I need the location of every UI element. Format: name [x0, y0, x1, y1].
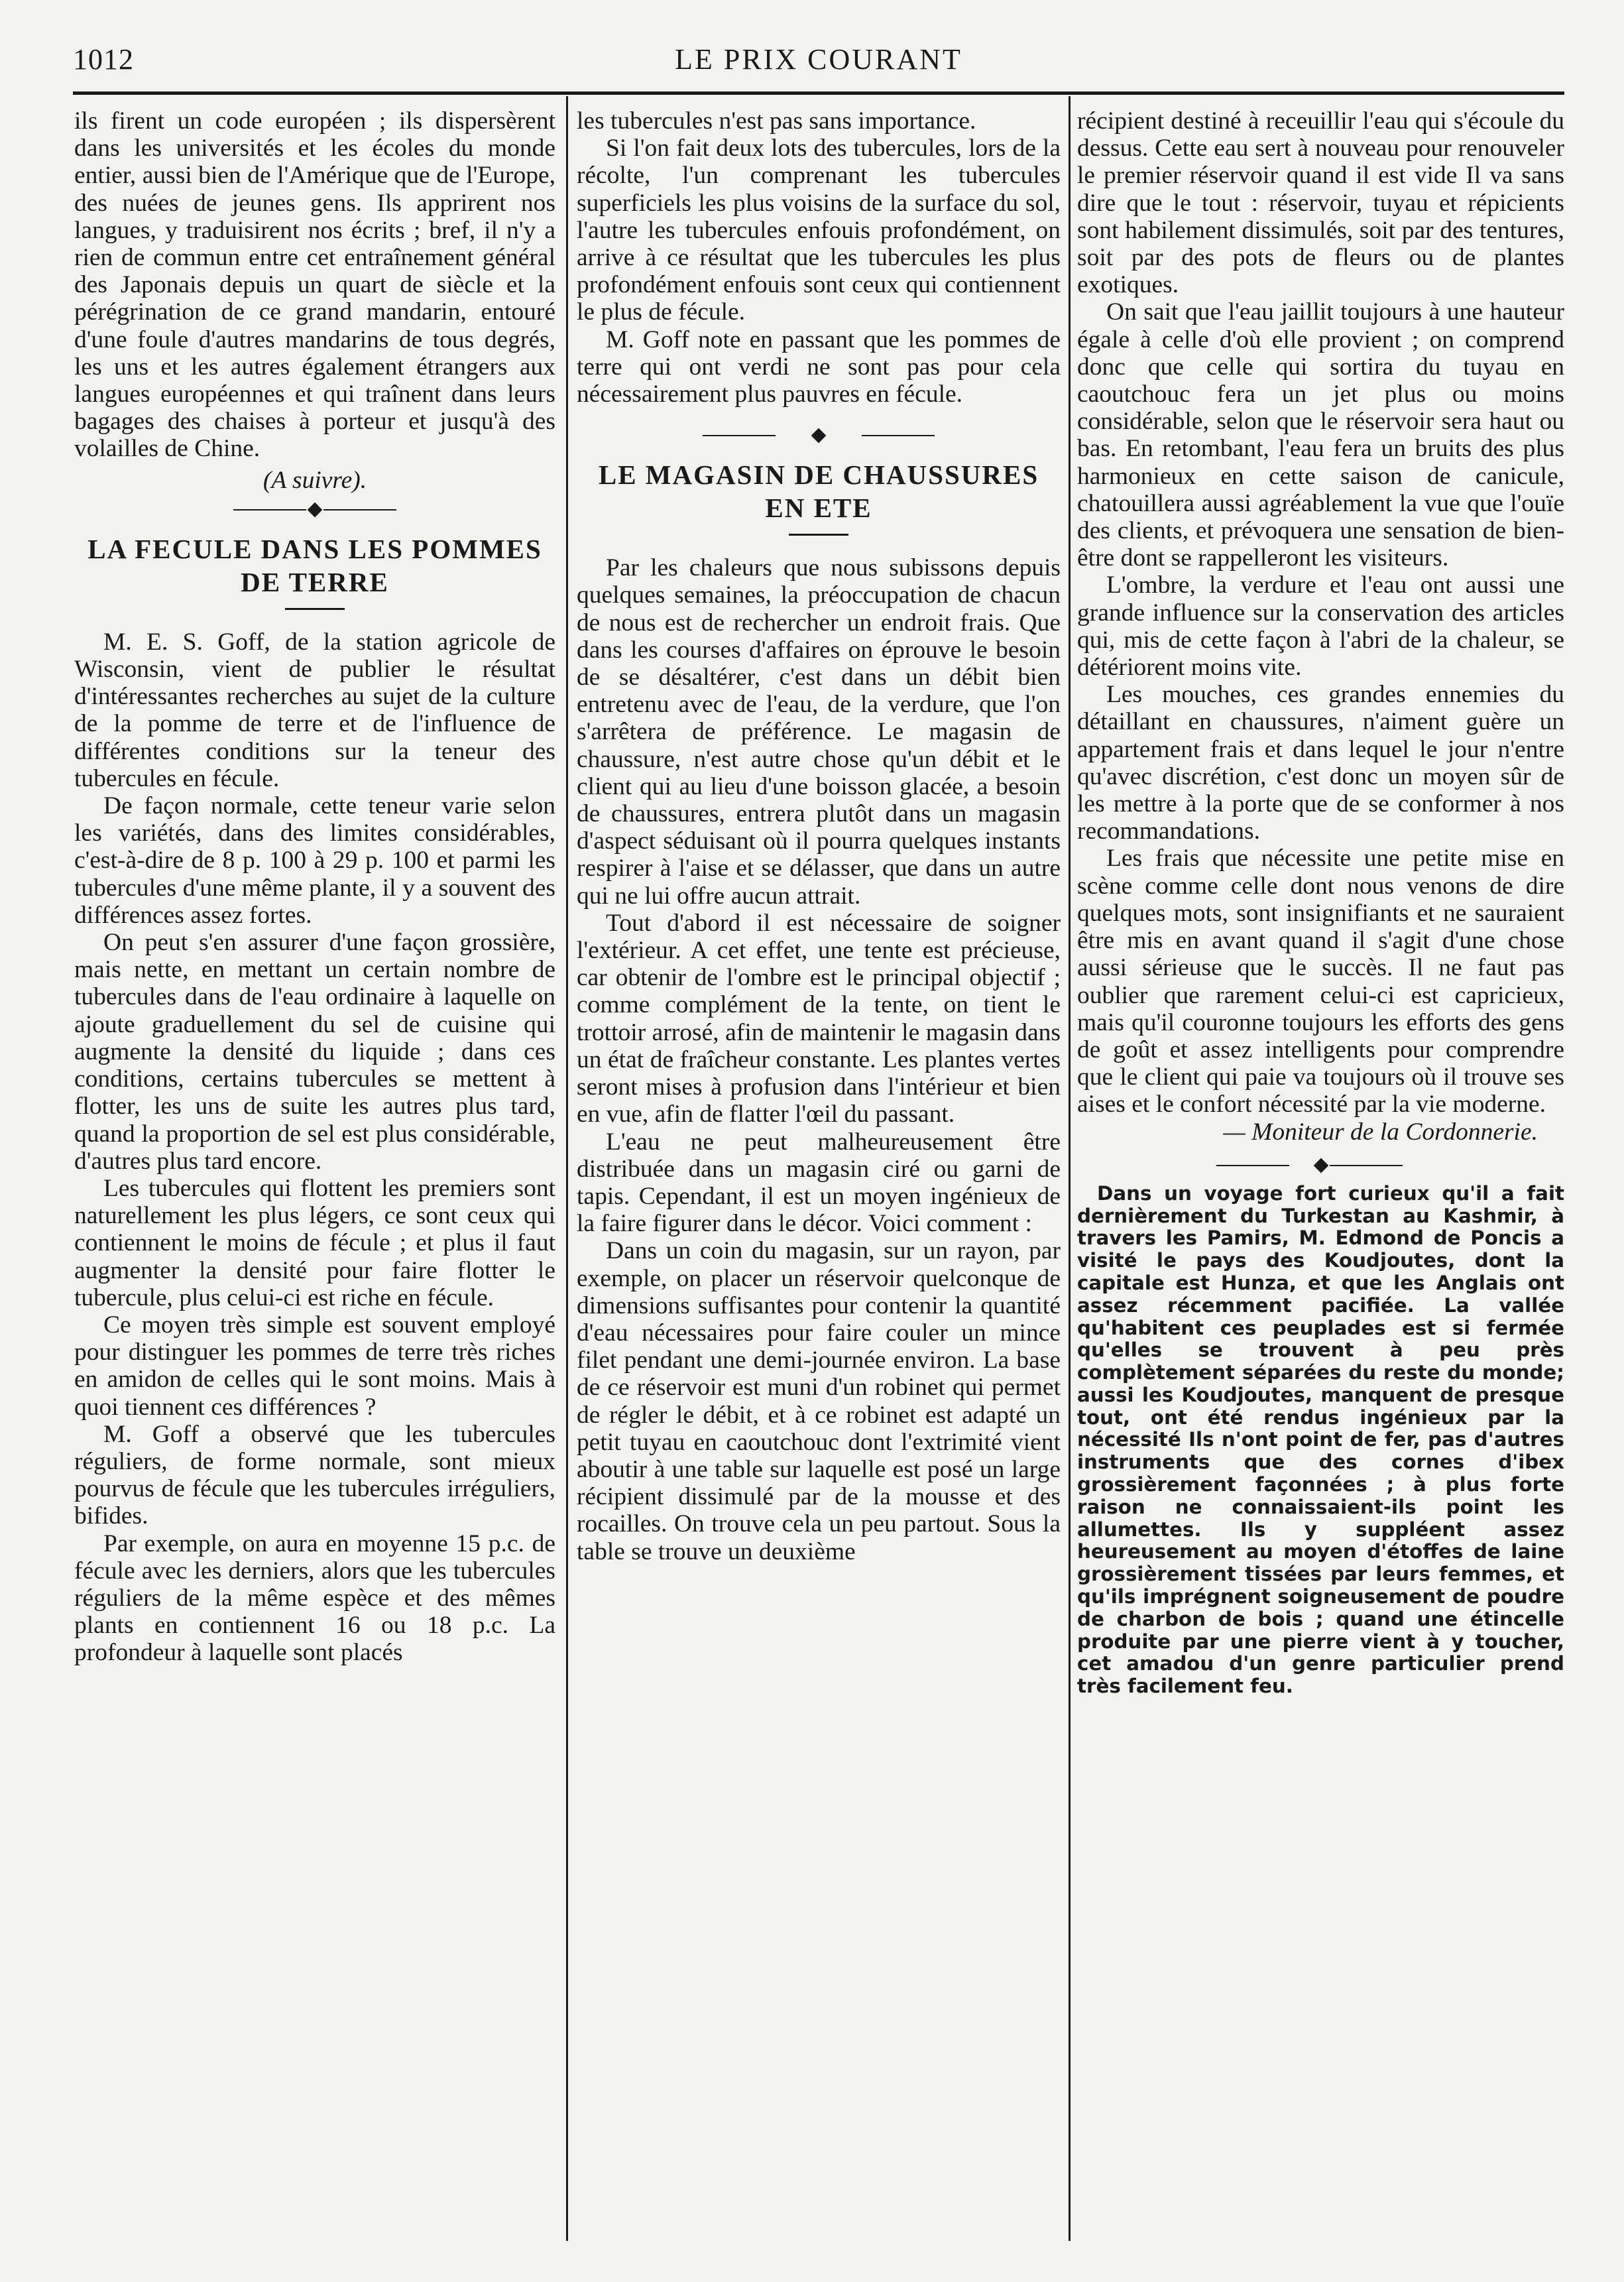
article-paragraph: Dans un coin du magasin, sur un rayon, par exemple, on placer un réservoir quelconque de dimensions suffisantes pour contenir la quantité d'eau nécessaires pour faire couler un mince filet pendant une demi-journée environ. La base de ce réservoir est muni d'un robinet qui permet de régler le débit, et à ce robinet est adapté un petit tuyau en caoutchouc dont l'extrimité vient aboutir à une table sur laquelle est posé un large récipient dissimulé par de la mousse et des rocailles. On trouve cela un peu partout. Sous la table se trouve un deuxième — [577, 1237, 1061, 1565]
section-ornament — [74, 494, 555, 527]
header-rule — [73, 91, 1564, 95]
section-ornament — [577, 420, 1061, 453]
column-divider-1 — [566, 96, 568, 2241]
article-paragraph: Les mouches, ces grandes ennemies du détaillant en chaussures, n'aiment guère un appartement frais et dans lequel le jour n'entre qu'avec discrétion, c'est donc un moyen sûr de les mettre à la porte que de se conformer à nos recommandations. — [1077, 681, 1564, 845]
source-signature: — Moniteur de la Cordonnerie. — [1223, 1118, 1538, 1146]
continued-paragraph: ils firent un code européen ; ils dispersèrent dans les universités et les écoles du monde entier, aussi bien de l'Amérique que de l'Europe, des nuées de jeunes gens. Ils apprirent nos langues, y traduisirent nos écrits ; bref, il n'y a rien de commun entre cet entraînement général des Japonais depuis un quart de siècle et la pérégrination de ce grand mandarin, entouré d'une foule d'autres mandarins de tous degrés, les uns et les autres également étrangers aux langues européennes et qui traînent dans leurs bagages des chaises à porteur et jusqu'à des volailles de Chine. — [74, 107, 555, 463]
article-title-fecule: LA FECULE DANS LES POMMES DE TERRE — [87, 533, 542, 597]
continued-paragraph: les tubercules n'est pas sans importance. — [577, 107, 976, 135]
article-paragraph: Les tubercules qui flottent les premiers sont naturellement les plus légers, ce sont ceux qui contiennent le moins de fécule ; et plus il faut augmenter la densité pour faire flotter le tubercule, plus celui-ci est riche en fécule. — [74, 1174, 555, 1311]
page-number: 1012 — [73, 43, 134, 76]
article-paragraph: L'eau ne peut malheureusement être distribuée dans un magasin ciré ou garni de tapis. Cependant, il est un moyen ingénieux de la faire figurer dans le décor. Voici comment : — [577, 1128, 1061, 1238]
title-rule — [789, 534, 848, 536]
article-paragraph: L'ombre, la verdure et l'eau ont aussi une grande influence sur la conservation des articles qui, mis de cette façon à l'abri de la chaleur, se détériorent moins vite. — [1077, 571, 1564, 682]
continued-paragraph: récipient destiné à receuillir l'eau qui s'écoule du dessus. Cette eau sert à nouveau pour renouveler le premier réservoir quand il est vide Il va sans dire que le tout : réservoir, tuyau et répicients sont habilement dissimulés, soit par des tentures, soit par des pots de fleurs ou de plantes exotiques. — [1077, 107, 1564, 299]
article-paragraph: On sait que l'eau jaillit toujours à une hauteur égale à celle d'où elle provient ; on comprend donc que celle qui sortira du tuyau en caoutchouc fera un jet plus ou moins considérable, selon que le réservoir sera haut ou bas. En retombant, l'eau fera un bruits des plus harmonieux en cette saison de canicule, chatouillera aussi agréablement la vue que l'ouïe des clients, et prévoquera une sensation de bien-être dont se rappelleront les visiteurs. — [1077, 298, 1564, 572]
title-rule — [285, 608, 345, 610]
article-paragraph: Par exemple, on aura en moyenne 15 p.c. de fécule avec les derniers, alors que les tubercules réguliers de la même espèce et des mêmes plants en contiennent 16 ou 18 p.c. La profondeur à laquelle sont placés — [74, 1530, 555, 1667]
news-notice: Dans un voyage fort curieux qu'il a fait dernièrement du Turkestan au Kashmir, à travers les Pamirs, M. Edmond de Poncis a visité le pays des Koudjoutes, dont la capitale est Hunza, et que les Anglais ont assez récemment pacifiée. La vallée qu'habitent ces peuplades est si fermée qu'elles se trouvent à peu près complètement séparées du reste du monde; aussi les Koudjoutes, manquent de presque tout, ont été rendus ingénieux par la nécessité Ils n'ont point de fer, pas d'autres instruments que des cornes d'ibex grossièrement façonnées ; à plus forte raison ne connaissaient-ils point les allumettes. Ils y suppléent assez heureusement au moyen d'étoffes de laine grossièrement tissées par leurs femmes, et qu'ils imprégnent soigneusement de poudre de charbon de bois ; quand une étincelle produite par une pierre vient à y toucher, cet amadou d'un genre particulier prend très facilement feu. — [1077, 1181, 1564, 1698]
running-title: LE PRIX COURANT — [675, 43, 962, 76]
column-divider-2 — [1069, 96, 1071, 2241]
article-paragraph: M. Goff a observé que les tubercules réguliers, de forme normale, sont mieux pourvus de fécule que les tubercules irréguliers, bifides. — [74, 1420, 555, 1530]
article-title-magasin: LE MAGASIN DE CHAUSSURES EN ETE — [598, 459, 1039, 524]
page-header — [73, 38, 1564, 85]
column-3 — [1077, 107, 1564, 2229]
article-paragraph: Les frais que nécessite une petite mise en scène comme celle dont nous venons de dire quelques mots, sont insignifiants et ne sauraient être mis en avant quand il s'agit d'une chose aussi sérieuse que le succès. Il ne faut pas oublier que rarement celui-ci est capricieux, mais qu'il couronne toujours les efforts des gens de goût et assez intelligents pour comprendre que le client qui paie va toujours où il trouve ses aises et le confort nécessité par la vie moderne. — [1077, 845, 1564, 1118]
to-be-continued-note: (A suivre). — [262, 466, 367, 494]
article-paragraph: De façon normale, cette teneur varie selon les variétés, dans des limites considérables, c'est-à-dire de 8 p. 100 à 29 p. 100 et parmi les tubercules d'une même plante, il y a souvent des différences assez fortes. — [74, 792, 555, 929]
article-paragraph: Par les chaleurs que nous subissons depuis quelques semaines, la préoccupation de chacun de nous est de rechercher un endroit frais. Que dans les courses d'affaires on éprouve le besoin de se désaltérer, c'est dans un débit bien entretenu avec de l'eau, de la verdure, que l'on s'arrêtera de préférence. Le magasin de chaussure, n'est autre chose qu'un débit et le client qui au lieu d'une boisson glacée, a besoin de chaussures, entrera plutôt dans un magasin d'aspect séduisant où il pourra quelques instants respirer à l'aise et se délasser, que dans un autre qui ne lui offre aucun attrait. — [577, 554, 1061, 910]
article-paragraph: M. E. S. Goff, de la station agricole de Wisconsin, vient de publier le résultat d'intéressantes recherches au sujet de la culture de la pomme de terre et de l'influence de différentes conditions sur la teneur des tubercules en fécule. — [74, 628, 555, 792]
section-ornament — [1077, 1150, 1564, 1183]
article-paragraph: M. Goff note en passant que les pommes de terre qui ont verdi ne sont pas pour cela nécessairement plus pauvres en fécule. — [577, 326, 1061, 408]
column-1 — [74, 107, 555, 2229]
column-2 — [577, 107, 1061, 2229]
article-paragraph: Si l'on fait deux lots des tubercules, lors de la récolte, l'un comprenant les tubercules superficiels les plus voisins de la surface du sol, l'autre les tubercules enfouis profondément, on arrive à ce résultat que les tubercules les plus profondément enfouis sont ceux qui contiennent le plus de fécule. — [577, 135, 1061, 326]
article-paragraph: On peut s'en assurer d'une façon grossière, mais nette, en mettant un certain nombre de tubercules dans de l'eau ordinaire à laquelle on ajoute graduellement du sel de cuisine qui augmente la densité du liquide ; dans ces conditions, certains tubercules se mettent à flotter, les uns de suite les autres plus tard, quand la proportion de sel est plus considérable, d'autres plus tard encore. — [74, 929, 555, 1175]
article-paragraph: Tout d'abord il est nécessaire de soigner l'extérieur. A cet effet, une tente est précieuse, car obtenir de l'ombre est le principal objectif ; comme complément de la tente, on tient le trottoir arrosé, afin de maintenir le magasin dans un état de fraîcheur constante. Les plantes vertes seront mises à profusion dans l'intérieur et bien en vue, afin de flatter l'œil du passant. — [577, 909, 1061, 1128]
article-paragraph: Ce moyen très simple est souvent employé pour distinguer les pommes de terre très riches en amidon de celles qui le sont moins. Mais à quoi tiennent ces différences ? — [74, 1311, 555, 1421]
